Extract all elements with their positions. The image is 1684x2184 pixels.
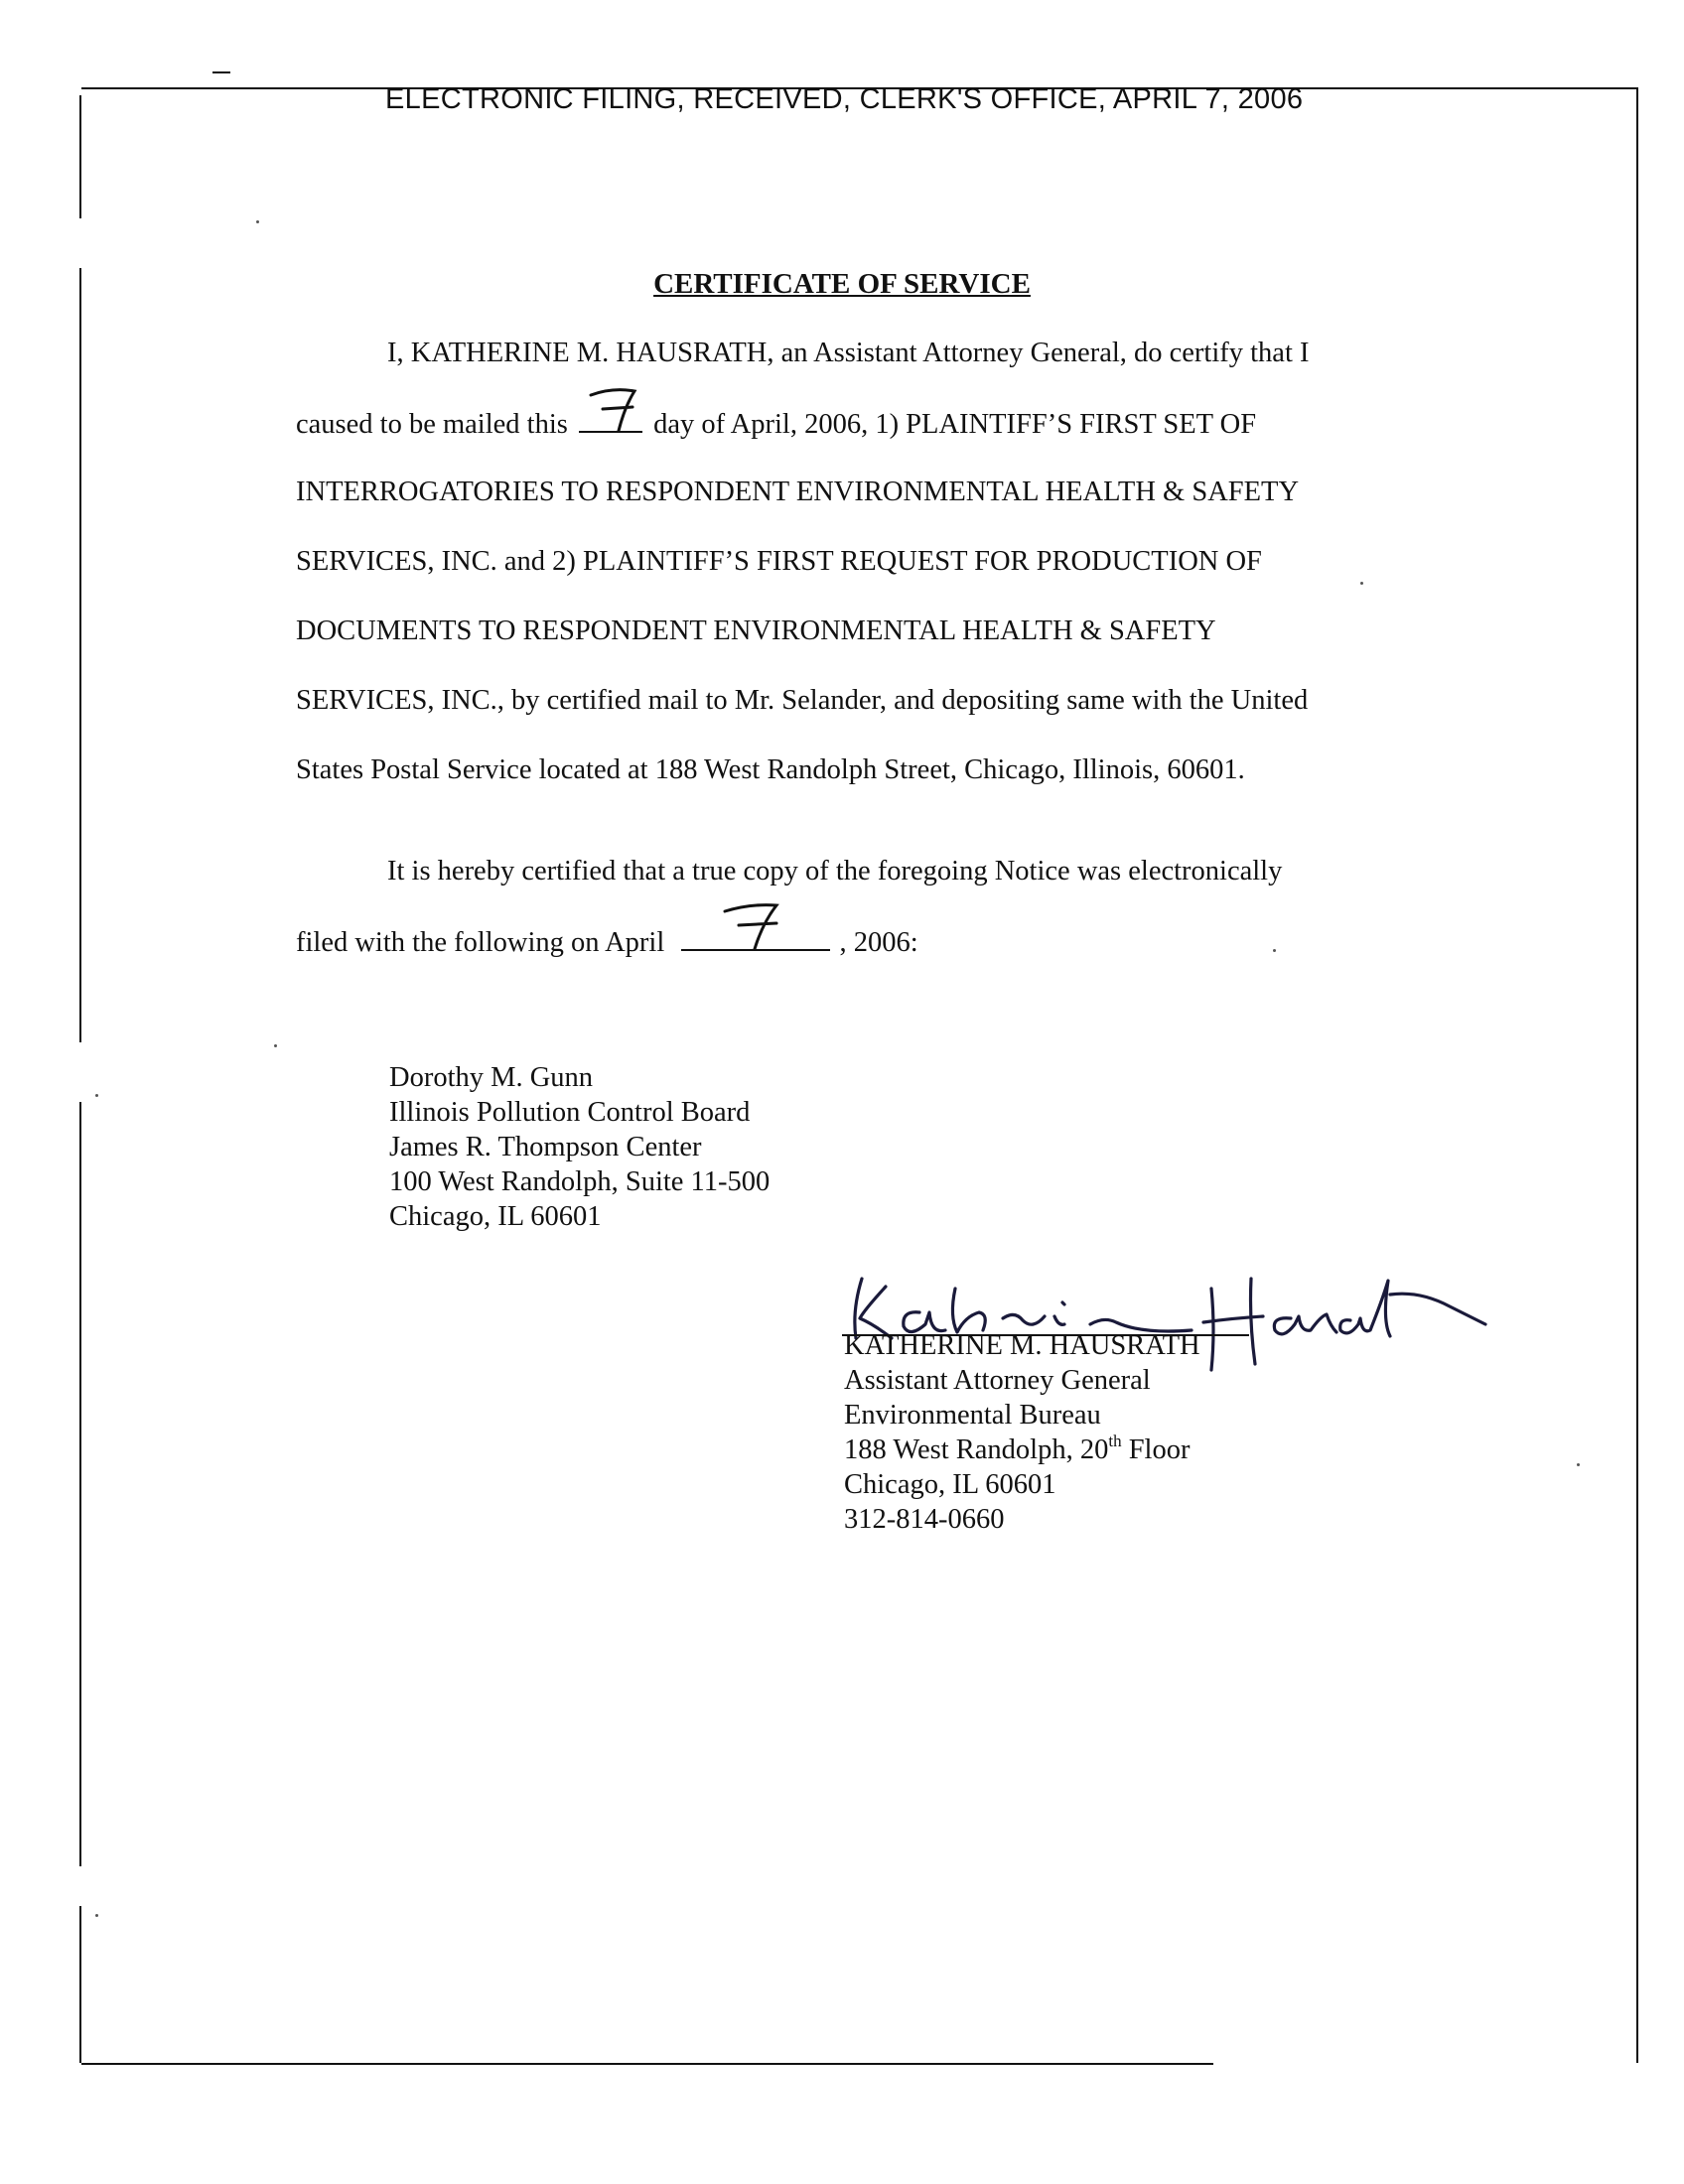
frame-left-rule-2 <box>79 268 81 1042</box>
para1-line5: DOCUMENTS TO RESPONDENT ENVIRONMENTAL HEALTH & SAFETY <box>296 615 1216 646</box>
handwritten-seven <box>579 383 642 435</box>
para1-line1: I, KATHERINE M. HAUSRATH, an Assistant Attorney General, do certify that I <box>387 338 1310 368</box>
para1-line4: SERVICES, INC. and 2) PLAINTIFF’S FIRST REQUEST FOR PRODUCTION OF <box>296 546 1262 577</box>
frame-left-rule-1 <box>79 95 81 218</box>
scan-speck <box>1360 582 1363 585</box>
signer-street <box>844 1433 1200 1467</box>
day-blank-field <box>579 407 642 433</box>
signer-street-floor: Floor <box>1121 1434 1191 1465</box>
para2-line2-end: , 2006: <box>839 927 918 958</box>
para2-line2 <box>296 925 918 959</box>
signer-street-text: 188 West Randolph, 20 <box>844 1434 1109 1465</box>
filing-stamp: ELECTRONIC FILING, RECEIVED, CLERK'S OFFICE, APRIL 7, 2006 <box>385 83 1304 115</box>
signer-city: Chicago, IL 60601 <box>844 1469 1056 1500</box>
signer-block <box>844 1328 1200 1537</box>
recipient-address <box>389 1060 770 1234</box>
signer-phone: 312-814-0660 <box>844 1504 1005 1535</box>
top-margin-mark <box>212 71 230 73</box>
scan-speck <box>95 1914 98 1917</box>
signer-title: Assistant Attorney General <box>844 1365 1151 1396</box>
scan-speck <box>256 220 259 223</box>
para1-line2-start: caused to be mailed this <box>296 409 568 440</box>
scan-speck <box>1577 1463 1580 1466</box>
para2-line1: It is hereby certified that a true copy of the foregoing Notice was electronically <box>387 856 1283 887</box>
date-blank-field <box>681 925 830 951</box>
page-title <box>0 268 1684 301</box>
frame-left-rule-3 <box>79 1102 81 1866</box>
frame-right-rule <box>1636 87 1638 2063</box>
recipient-building: James R. Thompson Center <box>389 1132 702 1162</box>
para1-line3: INTERROGATORIES TO RESPONDENT ENVIRONMENTAL HEALTH & SAFETY <box>296 477 1300 507</box>
signer-name: KATHERINE M. HAUSRATH <box>844 1330 1200 1361</box>
frame-left-rule-4 <box>79 1906 81 2063</box>
para1-line7: States Postal Service located at 188 West Randolph Street, Chicago, Illinois, 60601. <box>296 754 1245 785</box>
recipient-street: 100 West Randolph, Suite 11-500 <box>389 1166 771 1197</box>
para2-line2-start: filed with the following on April <box>296 927 665 958</box>
recipient-organization: Illinois Pollution Control Board <box>389 1097 751 1128</box>
handwritten-seven <box>681 897 830 953</box>
recipient-city: Chicago, IL 60601 <box>389 1201 602 1232</box>
scan-speck <box>274 1044 277 1047</box>
signer-street-sup: th <box>1108 1432 1122 1450</box>
frame-bottom-rule <box>81 2063 1213 2065</box>
title-text: CERTIFICATE OF SERVICE <box>653 268 1031 300</box>
para1-line2 <box>296 407 1256 441</box>
recipient-name: Dorothy M. Gunn <box>389 1062 594 1093</box>
para1-line6: SERVICES, INC., by certified mail to Mr. Selander, and depositing same with the United <box>296 685 1309 716</box>
scan-speck <box>1273 949 1276 952</box>
scan-speck <box>95 1094 98 1097</box>
signer-bureau: Environmental Bureau <box>844 1400 1101 1431</box>
para1-line2-end: day of April, 2006, 1) PLAINTIFF’S FIRST SET OF <box>653 409 1257 440</box>
